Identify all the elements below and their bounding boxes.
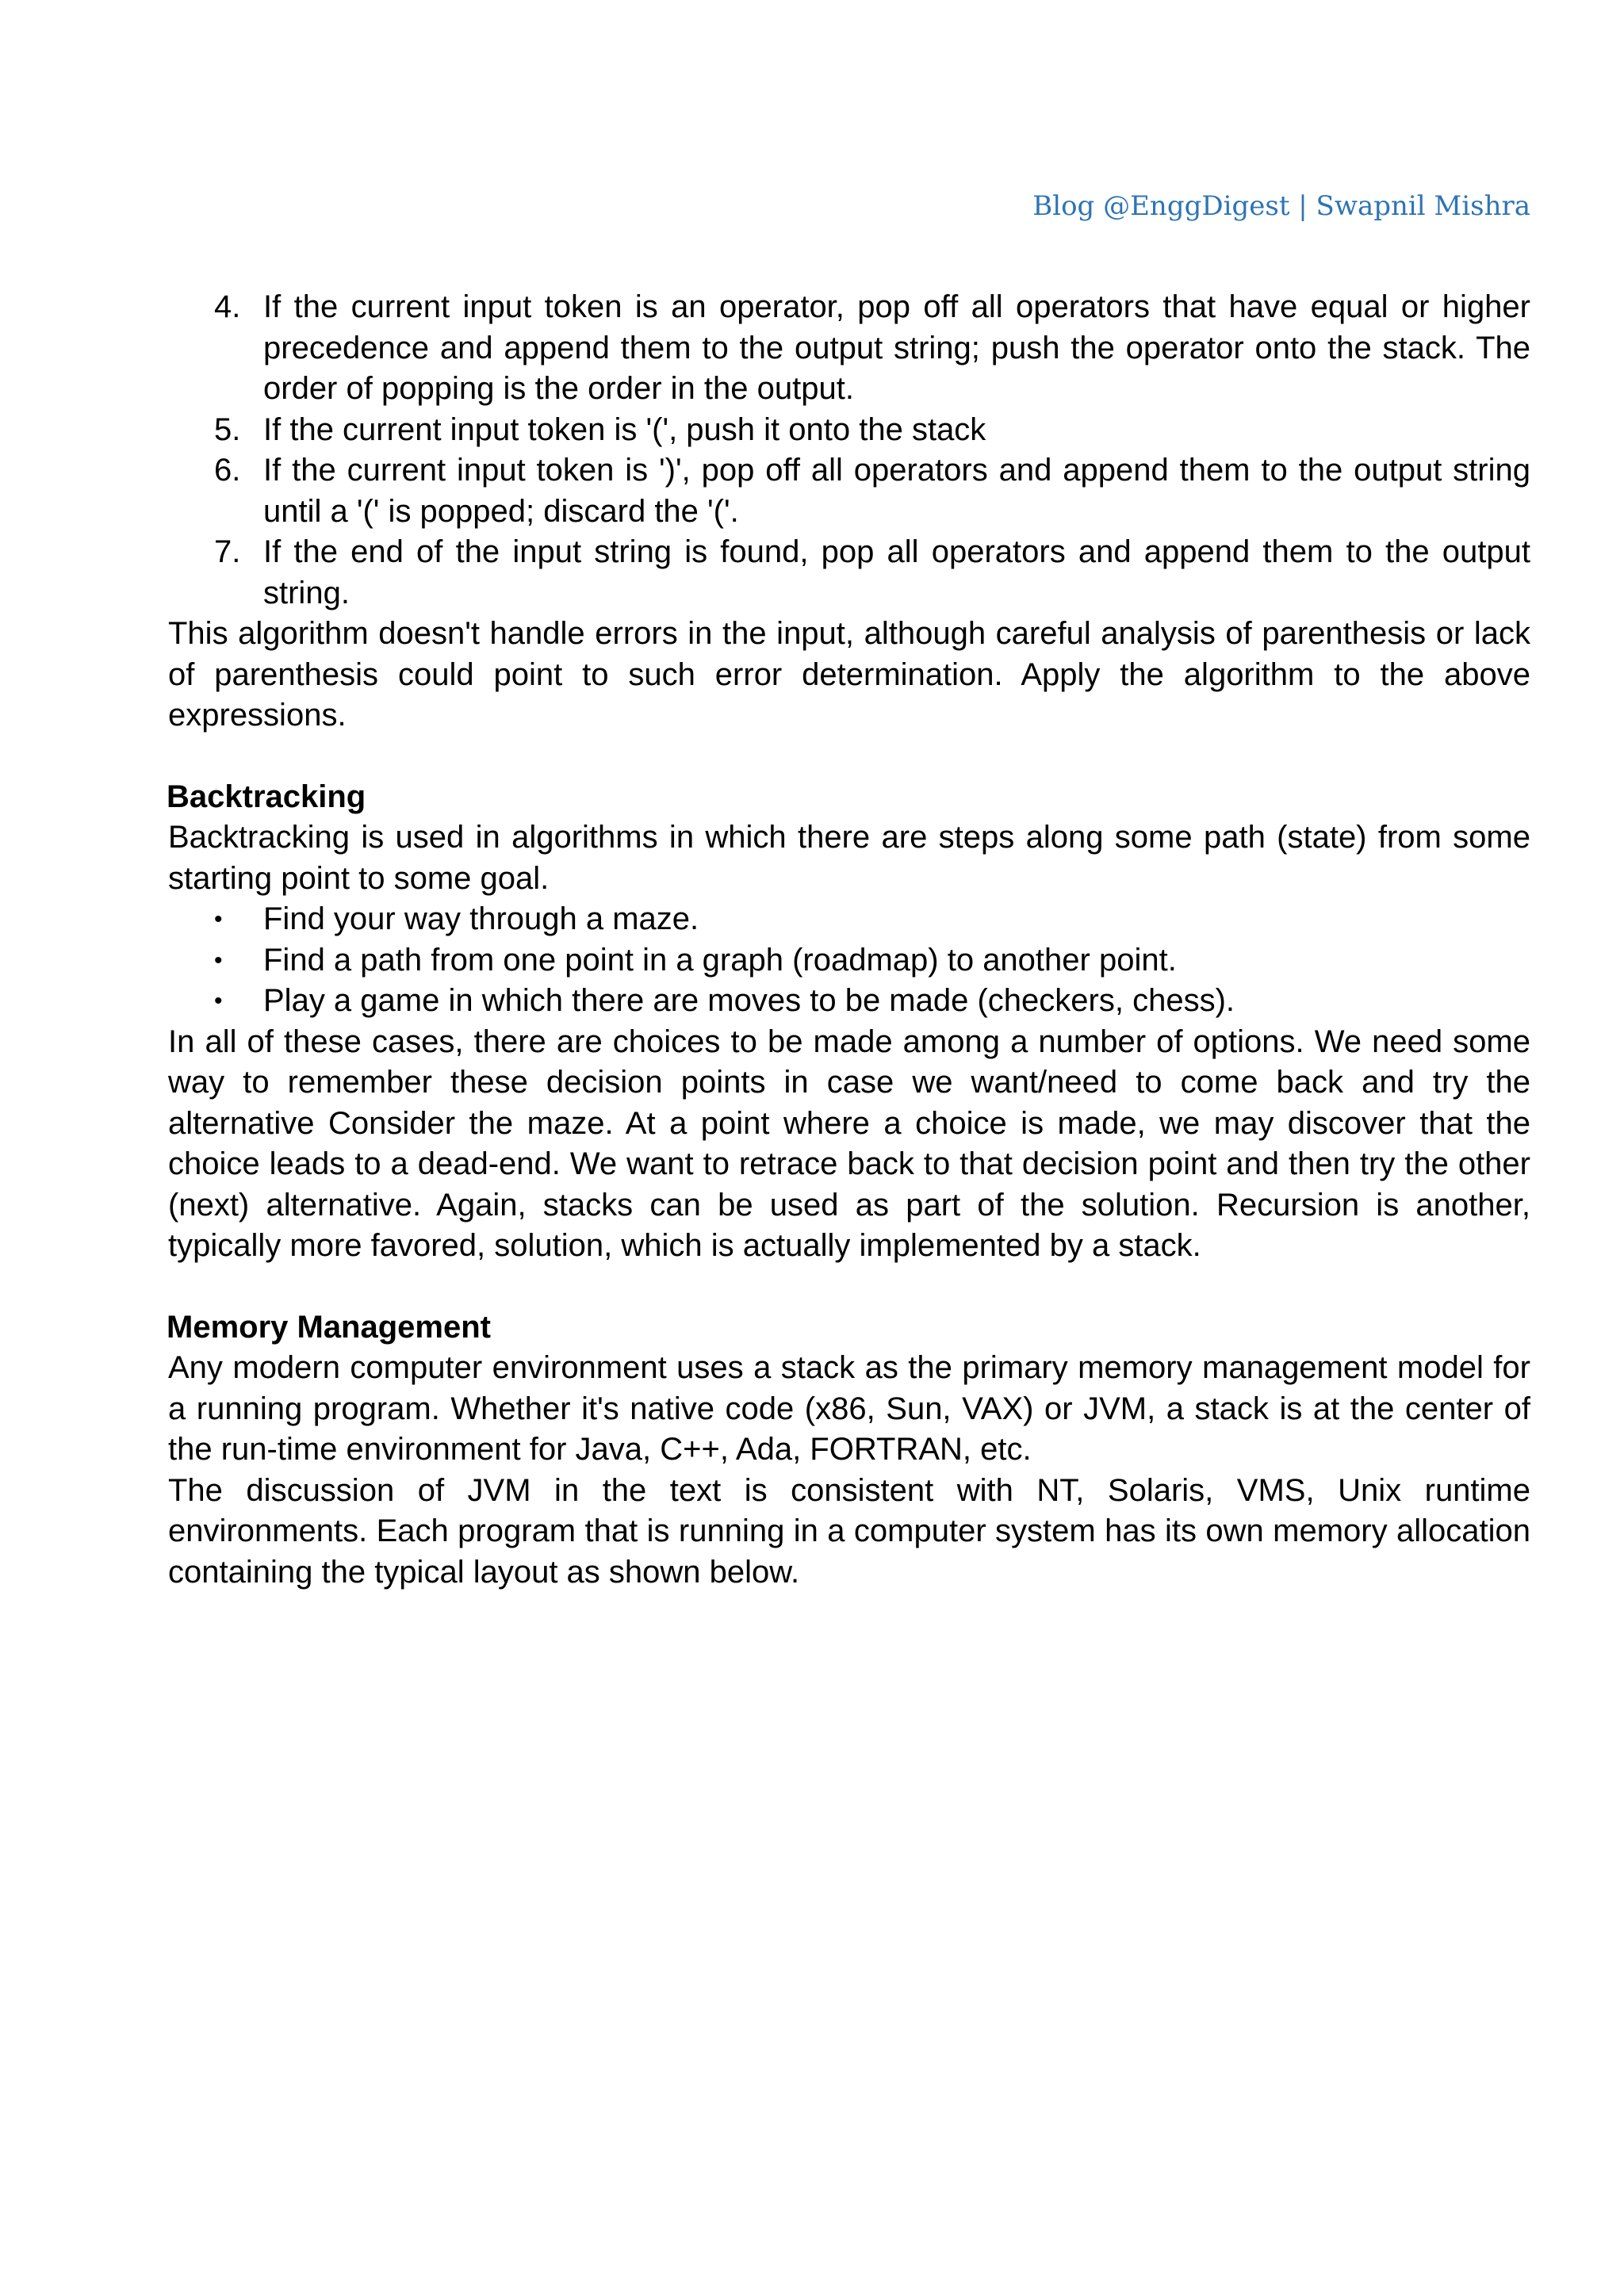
bullet-item — [168, 899, 1530, 940]
bullet-icon: • — [214, 988, 223, 1014]
backtracking-intro: Backtracking is used in algorithms in which there are steps along some path (state) from some starting point to some goal. — [168, 820, 1530, 896]
document-body — [168, 287, 1530, 1593]
list-item-text: If the current input token is an operator, pop off all operators that have equal or higher precedence and append them to the output string; push the operator onto the stack. The order of popping is the order in the output. — [263, 289, 1530, 406]
list-item — [168, 532, 1530, 614]
list-number: 6. — [214, 453, 241, 488]
algorithm-note: This algorithm doesn't handle errors in the input, although careful analysis of parenthesis or lack of parenthesis could point to such error determination. Apply the algorithm to the above expressions. — [168, 616, 1530, 733]
list-number: 4. — [214, 289, 241, 324]
list-item-text: If the current input token is '(', push it onto the stack — [263, 411, 986, 447]
memory-management-heading: Memory Management — [167, 1309, 491, 1345]
bullet-item-text: Play a game in which there are moves to be made (checkers, chess). — [263, 983, 1235, 1018]
bullet-item — [168, 940, 1530, 982]
list-item-text: If the current input token is ')', pop off all operators and append them to the output string until a '(' is popped; discard the '('. — [263, 453, 1530, 529]
bullet-item — [168, 981, 1530, 1022]
page-header: Blog @EnggDigest | Swapnil Mishra — [1032, 190, 1530, 222]
list-number: 7. — [214, 534, 241, 569]
list-item-text: If the end of the input string is found, pop all operators and append them to the output string. — [263, 534, 1530, 610]
bullet-item-text: Find a path from one point in a graph (roadmap) to another point. — [263, 942, 1177, 978]
list-item — [168, 450, 1530, 532]
bullet-icon: • — [214, 947, 223, 974]
memory-management-para-1: Any modern computer environment uses a stack as the primary memory management model for a running program. Whether it's native code (x86, Sun, VAX) or JVM, a stack is at the center of the run-time environment for Java, C++, Ada, FORTRAN, etc. — [168, 1350, 1530, 1467]
list-item — [168, 287, 1530, 410]
numbered-list — [168, 287, 1530, 614]
list-item — [168, 410, 1530, 451]
list-number: 5. — [214, 411, 241, 447]
bullet-list — [168, 899, 1530, 1022]
backtracking-body: In all of these cases, there are choices to be made among a number of options. We need some way to remember these decision points in case we want/need to come back and try the alternative Consider the maze. At a point where a choice is made, we may discover that the choice leads to a dead-end. We want to retrace back to that decision point and then try the other (next) alternative. Again, stacks can be used as part of the solution. Recursion is another, typically more favored, solution, which is actually implemented by a stack. — [168, 1024, 1530, 1263]
memory-management-para-2: The discussion of JVM in the text is consistent with NT, Solaris, VMS, Unix runtime environments. Each program that is running in a computer system has its own memory allocation containing the typical layout as shown below. — [168, 1472, 1530, 1590]
backtracking-heading: Backtracking — [167, 779, 366, 814]
bullet-item-text: Find your way through a maze. — [263, 901, 699, 936]
bullet-icon: • — [214, 906, 223, 932]
